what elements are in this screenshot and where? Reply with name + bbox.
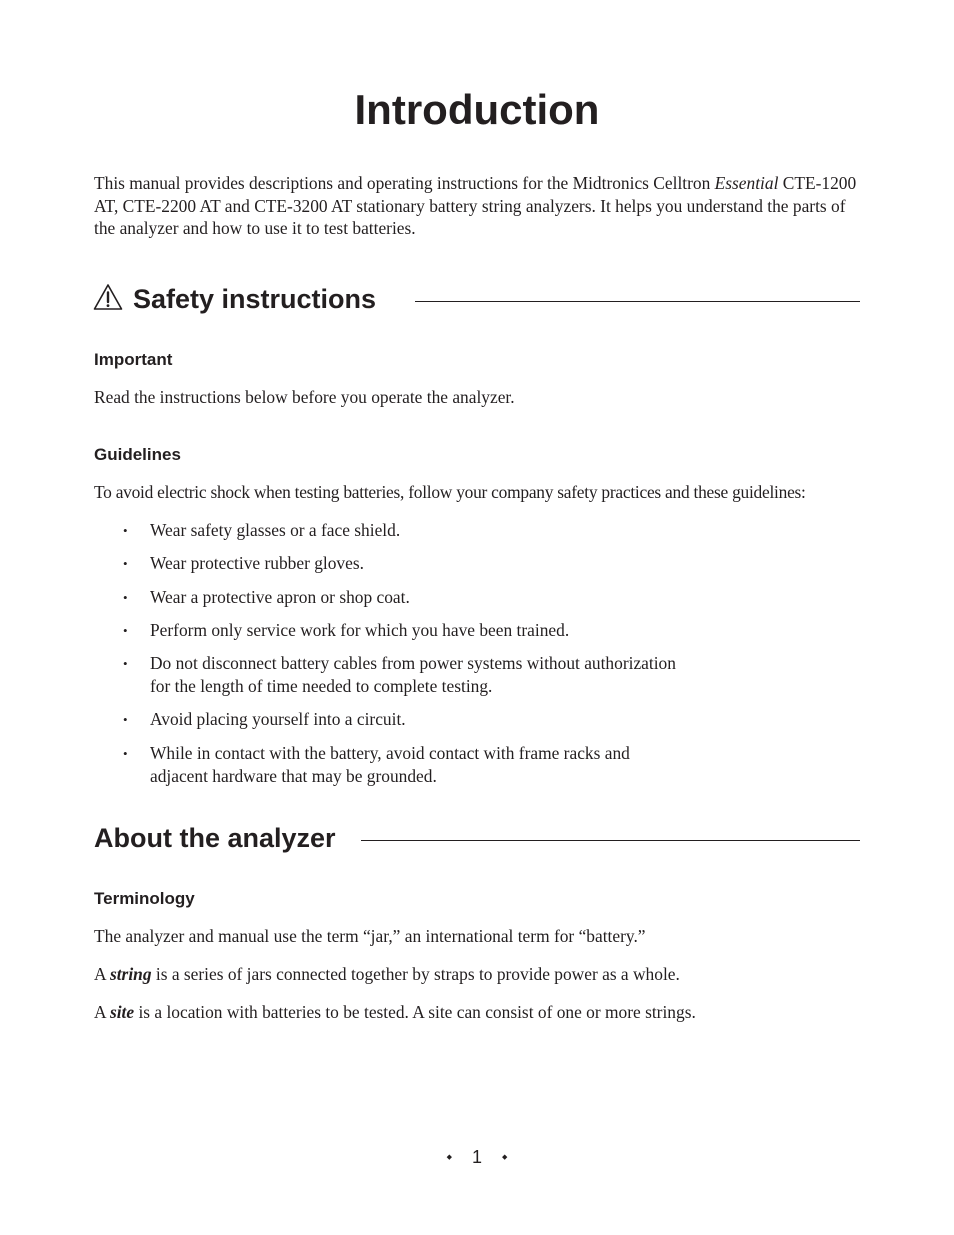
site-term: site: [109, 1002, 135, 1022]
intro-text-start: This manual provides descriptions and operating instructions for the Midtronics Celltron: [94, 173, 715, 193]
list-item-text: Do not disconnect battery cables from power systems without authorization: [150, 653, 676, 674]
important-text: Read the instructions below before you operate the analyzer.: [94, 387, 515, 407]
warning-triangle-icon: [93, 283, 123, 311]
list-item-text: Wear safety glasses or a face shield.: [150, 520, 401, 540]
bullet-marker: •: [123, 656, 128, 672]
list-item-text: While in contact with the battery, avoid contact with frame racks and: [150, 742, 630, 763]
terminology-string-text: [94, 963, 874, 986]
list-item: [120, 652, 860, 698]
list-item-text: Perform only service work for which you have been trained.: [150, 619, 570, 640]
terminology-site-text: [94, 1001, 874, 1024]
intro-product-name: Essential: [714, 173, 779, 193]
bullet-marker: •: [123, 745, 128, 761]
bullet-marker: •: [123, 589, 128, 605]
site-prefix: A: [94, 1002, 110, 1022]
safety-heading: Safety instructions: [133, 284, 377, 314]
terminology-jar-text: The analyzer and manual use the term “jar,” an international term for “battery.”: [94, 926, 646, 946]
list-item: [120, 708, 860, 731]
footer-ornament-right: ◆: [502, 1154, 508, 1162]
string-definition: is a series of jars connected together by straps to provide power as a whole.: [151, 964, 680, 984]
safety-heading-rule: [415, 301, 860, 302]
list-item-text-continued: for the length of time needed to complete testing.: [150, 676, 493, 697]
list-item: [120, 586, 860, 609]
intro-text-end: CTE-1200 AT, CTE-2200 AT and CTE-3200 AT stationary battery string analyzers. It helps you understand the parts of the analyzer and how to use it to test batteries.: [94, 173, 857, 238]
page-number: 1: [471, 1147, 482, 1167]
about-heading: About the analyzer: [94, 823, 336, 853]
list-item: [120, 519, 860, 542]
page-title: Introduction: [354, 86, 600, 133]
list-item-text: Wear a protective apron or shop coat.: [150, 586, 410, 607]
bullet-marker: •: [123, 556, 128, 572]
list-item: [120, 619, 860, 642]
list-item: [120, 552, 860, 575]
list-item: [120, 742, 860, 788]
bullet-marker: •: [123, 523, 128, 538]
terminology-heading: Terminology: [94, 889, 195, 908]
list-item-text-continued: adjacent hardware that may be grounded.: [150, 765, 437, 786]
string-term: string: [109, 964, 152, 984]
important-heading: Important: [94, 350, 173, 369]
list-item-text: Avoid placing yourself into a circuit.: [150, 709, 406, 730]
guidelines-list: [120, 519, 860, 798]
guidelines-intro: To avoid electric shock when testing batteries, follow your company safety practices and these guidelines:: [94, 482, 806, 502]
guidelines-heading: Guidelines: [94, 445, 181, 464]
intro-paragraph: [94, 172, 864, 240]
string-prefix: A: [94, 964, 110, 984]
bullet-marker: •: [123, 622, 128, 638]
site-definition: is a location with batteries to be tested. A site can consist of one or more strings.: [134, 1002, 696, 1022]
page-footer: [0, 1145, 954, 1170]
list-item-text: Wear protective rubber gloves.: [150, 553, 364, 574]
about-heading-rule: [361, 840, 860, 841]
bullet-marker: •: [123, 712, 128, 728]
footer-ornament-left: ◆: [446, 1154, 452, 1162]
